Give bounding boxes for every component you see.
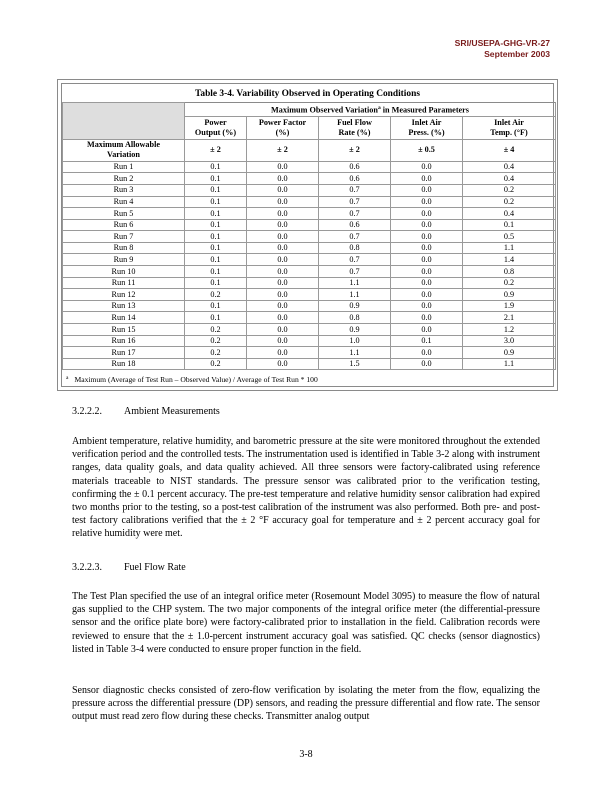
table-cell: 0.1: [185, 173, 247, 185]
table-cell: 0.4: [463, 161, 556, 173]
table-row: [63, 277, 556, 289]
table-cell: 0.6: [319, 173, 391, 185]
table-cell: 0.1: [185, 242, 247, 254]
table-row: [63, 335, 556, 347]
run-label: Run 17: [63, 347, 185, 359]
table-cell: 0.7: [319, 254, 391, 266]
table-cell: 0.0: [247, 277, 319, 289]
table-cell: 1.2: [463, 324, 556, 336]
table-cell: 0.0: [247, 300, 319, 312]
run-label: Run 3: [63, 184, 185, 196]
table-cell: 0.2: [463, 184, 556, 196]
table-cell: 0.2: [463, 277, 556, 289]
table-row: [63, 242, 556, 254]
table-row: [63, 358, 556, 370]
report-date: September 2003: [484, 48, 550, 59]
table-cell: 0.8: [319, 242, 391, 254]
table-cell: 0.8: [463, 266, 556, 278]
table-cell: 1.9: [463, 300, 556, 312]
table-cell: 0.0: [247, 219, 319, 231]
paragraph: The Test Plan specified the use of an integral orifice meter (Rosemount Model 3095) to measure the flow of natural gas supplied to the CHP system. The two major components of the integral orifice meter (the differential-pressure sensor and the orifice plate bore) were factory-calibrated prior to installation in the field. Calibration records were reviewed to ensure that the ± 1.0-percent instrument accuracy goal was satisfied. QC checks (sensor diagnostics) listed in Table 3-4 were conducted to ensure proper function in the field.: [72, 591, 540, 655]
table-cell: 0.0: [247, 312, 319, 324]
table-row: [63, 289, 556, 301]
table-cell: 0.7: [319, 266, 391, 278]
table-cell: 0.4: [463, 173, 556, 185]
variability-table-inner: [61, 83, 554, 387]
run-label: Run 16: [63, 335, 185, 347]
table-cell: 1.1: [319, 289, 391, 301]
table-cell: 1.5: [319, 358, 391, 370]
table-cell: ± 0.5: [391, 139, 463, 161]
run-label: Run 11: [63, 277, 185, 289]
table-cell: 0.6: [319, 161, 391, 173]
table-cell: 0.9: [319, 324, 391, 336]
report-id: SRI/USEPA-GHG-VR-27: [454, 38, 550, 48]
run-label: Run 12: [63, 289, 185, 301]
table-cell: 1.4: [463, 254, 556, 266]
table-cell: 0.2: [463, 196, 556, 208]
table-cell: 0.1: [185, 312, 247, 324]
table-cell: 0.2: [185, 335, 247, 347]
table-cell: 0.1: [185, 208, 247, 220]
table-row: [63, 219, 556, 231]
table-cell: 0.0: [391, 289, 463, 301]
table-cell: 0.1: [185, 277, 247, 289]
table-cell: 0.1: [185, 219, 247, 231]
max-allowable-label: Maximum Allowable Variation: [63, 139, 185, 161]
table-cell: 3.0: [463, 335, 556, 347]
paragraph: Sensor diagnostic checks consisted of zero-flow verification by isolating the meter from the flow, equalizing the pressure across the differential pressure (DP) sensors, and reading the pressure differential and flow rate. The sensor output must read zero flow during these checks. Transmitter analog output: [72, 685, 540, 723]
table-cell: 0.1: [185, 231, 247, 243]
run-label: Run 6: [63, 219, 185, 231]
table-cell: 0.0: [391, 208, 463, 220]
table-cell: 1.1: [319, 277, 391, 289]
table-row: [63, 173, 556, 185]
table-cell: 0.7: [319, 196, 391, 208]
table-footnote: $^a$ Maximum (Average of Test Run – Observed Value) / Average of Test Run * 100: [66, 375, 318, 384]
page-number: 3-8: [299, 749, 313, 760]
table-cell: 0.2: [185, 324, 247, 336]
table-row: [63, 161, 556, 173]
table-cell: 0.0: [247, 289, 319, 301]
table-row: [63, 196, 556, 208]
run-label: Run 18: [63, 358, 185, 370]
table-cell: 0.1: [185, 254, 247, 266]
run-label: Run 10: [63, 266, 185, 278]
max-allowable-row: [63, 139, 556, 161]
table-cell: 0.0: [391, 347, 463, 359]
table-cell: ± 4: [463, 139, 556, 161]
table-cell: 0.0: [247, 161, 319, 173]
run-rows: [63, 161, 556, 370]
table-cell: 0.2: [185, 347, 247, 359]
table-cell: 1.1: [319, 347, 391, 359]
table-cell: 0.1: [463, 219, 556, 231]
page-header: [455, 38, 550, 59]
table-cell: 0.7: [319, 208, 391, 220]
run-label: Run 14: [63, 312, 185, 324]
table-cell: 0.0: [247, 254, 319, 266]
table-cell: 0.0: [391, 219, 463, 231]
run-label: Run 7: [63, 231, 185, 243]
table-cell: 0.0: [247, 324, 319, 336]
column-header: Inlet Air Temp. (°F): [463, 116, 556, 139]
section-heading: 3.2.2.2. Ambient Measurements: [72, 406, 220, 417]
table-title: Table 3-4. Variability Observed in Operating Conditions: [195, 89, 420, 99]
table-cell: 0.0: [247, 196, 319, 208]
table-cell: 0.0: [391, 184, 463, 196]
table-cell: 0.1: [185, 300, 247, 312]
table-cell: 0.9: [319, 300, 391, 312]
table-cell: 0.0: [391, 324, 463, 336]
table-cell: 0.5: [463, 231, 556, 243]
paragraph: Ambient temperature, relative humidity, and barometric pressure at the site were monitored throughout the extended verification period and the controlled tests. The instrumentation used is identified in Table 3-2 along with instrument ranges, data quality goals, and data quality achieved. All three sensors were factory-calibrated using reference materials traceable to NIST standards. The pressure sensor was calibrated prior to the verification testing, confirming the ± 0.1 percent accuracy. The pre-test temperature and relative humidity sensor calibration had expired two months prior to the testing, so a post-test calibration of the instrument was also performed. Both pre- and post-test factory calibrations verified that the ± 2 °F accuracy goal for temperature and ± 2 percent accuracy goal for relative humidity were met.: [72, 436, 540, 540]
table-cell: 0.0: [391, 358, 463, 370]
table-cell: 1.1: [463, 358, 556, 370]
variability-table-frame: [57, 79, 558, 391]
corner-cell: [63, 103, 185, 140]
table-cell: 0.0: [391, 266, 463, 278]
table-cell: 0.0: [247, 231, 319, 243]
table-cell: 0.0: [247, 184, 319, 196]
table-cell: 0.0: [391, 254, 463, 266]
column-header: Power Output (%): [185, 116, 247, 139]
run-label: Run 13: [63, 300, 185, 312]
run-label: Run 4: [63, 196, 185, 208]
table-cell: 1.0: [319, 335, 391, 347]
table-cell: 0.2: [185, 289, 247, 301]
section-heading: 3.2.2.3. Fuel Flow Rate: [72, 562, 186, 573]
table-row: [63, 254, 556, 266]
table-row: [63, 266, 556, 278]
table-cell: 0.1: [185, 161, 247, 173]
run-label: Run 2: [63, 173, 185, 185]
table-cell: 2.1: [463, 312, 556, 324]
table-cell: ± 2: [319, 139, 391, 161]
table-cell: 0.7: [319, 184, 391, 196]
table-cell: 0.1: [185, 196, 247, 208]
table-cell: 0.1: [185, 184, 247, 196]
table-cell: 0.0: [391, 312, 463, 324]
run-label: Run 15: [63, 324, 185, 336]
table-cell: 0.0: [247, 335, 319, 347]
table-cell: ± 2: [185, 139, 247, 161]
table-cell: 0.7: [319, 231, 391, 243]
table-cell: 0.0: [247, 266, 319, 278]
table-cell: 0.0: [391, 161, 463, 173]
table-cell: 0.0: [247, 358, 319, 370]
table-cell: 0.0: [247, 347, 319, 359]
table-cell: 0.9: [463, 289, 556, 301]
column-header: Power Factor (%): [247, 116, 319, 139]
table-cell: 0.0: [391, 231, 463, 243]
column-header: Inlet Air Press. (%): [391, 116, 463, 139]
table-cell: 0.0: [391, 242, 463, 254]
table-cell: 0.0: [391, 196, 463, 208]
table-cell: 1.1: [463, 242, 556, 254]
run-label: Run 5: [63, 208, 185, 220]
table-cell: ± 2: [247, 139, 319, 161]
group-header: Maximum Observed Variation$^a$ in Measured Parameters: [185, 103, 556, 117]
table-row: [63, 184, 556, 196]
table-cell: 0.0: [247, 208, 319, 220]
table-cell: 0.4: [463, 208, 556, 220]
table-row: [63, 347, 556, 359]
table-cell: 0.0: [247, 242, 319, 254]
table-cell: 0.1: [185, 266, 247, 278]
table-cell: 0.0: [391, 173, 463, 185]
run-label: Run 1: [63, 161, 185, 173]
table-row: [63, 324, 556, 336]
column-header: Fuel Flow Rate (%): [319, 116, 391, 139]
table-cell: 0.9: [463, 347, 556, 359]
variability-table: [62, 102, 556, 370]
table-row: [63, 312, 556, 324]
table-cell: 0.1: [391, 335, 463, 347]
run-label: Run 8: [63, 242, 185, 254]
table-row: [63, 231, 556, 243]
table-cell: 0.6: [319, 219, 391, 231]
table-cell: 0.2: [185, 358, 247, 370]
table-cell: 0.8: [319, 312, 391, 324]
table-cell: 0.0: [391, 300, 463, 312]
table-row: [63, 208, 556, 220]
table-cell: 0.0: [247, 173, 319, 185]
table-cell: 0.0: [391, 277, 463, 289]
table-row: [63, 300, 556, 312]
run-label: Run 9: [63, 254, 185, 266]
